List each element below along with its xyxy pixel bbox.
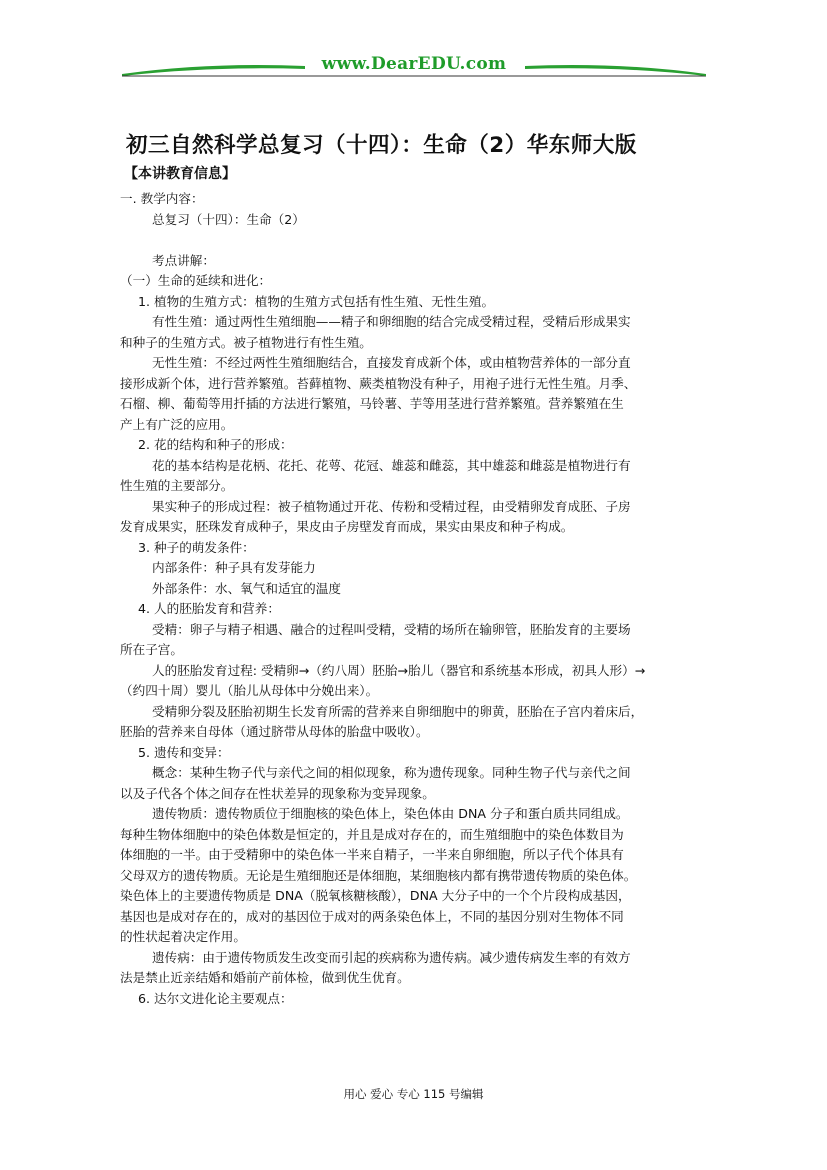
page-footer: 用心 爱心 专心 115 号编辑 [343, 1087, 484, 1101]
body-line: 基因也是成对存在的，成对的基因位于成对的两条染色体上，不同的基因分别对生物体不同 [120, 908, 624, 924]
body-line: 体细胞的一半。由于受精卵中的染色体一半来自精子，一半来自卵细胞，所以子代个体具有 [120, 847, 624, 862]
blank-line [120, 230, 716, 251]
body-line: 2. 花的结构和种子的形成： [138, 437, 293, 452]
body-line: 花的基本结构是花柄、花托、花萼、花冠、雄蕊和雌蕊，其中雄蕊和雌蕊是植物进行有 [152, 457, 631, 473]
body-line: 5. 遗传和变异： [138, 744, 230, 760]
body-line: 概念：某种生物子代与亲代之间的相似现象，称为遗传现象。同种生物子代与亲代之间 [152, 765, 631, 780]
body-line: 染色体上的主要遗传物质是 DNA（脱氧核糖核酸），DNA 大分子中的一个个片段构成基因， [120, 888, 631, 903]
body-line: 受精卵分裂及胚胎初期生长发育所需的营养来自卵细胞中的卵黄，胚胎在子宫内着床后， [152, 703, 644, 719]
body-line: 胚胎的营养来自母体（通过脐带从母体的胎盘中吸收）。 [120, 724, 429, 739]
section-heading: 【本讲教育信息】 [124, 166, 236, 182]
body-line: 受精：卵子与精子相遇、融合的过程叫受精，受精的场所在输卵管，胚胎发育的主要场 [152, 621, 631, 637]
body-line: （约四十周）婴儿（胎儿从母体中分娩出来）。 [120, 683, 379, 698]
body-line: 法是禁止近亲结婚和婚前产前体检，做到优生优育。 [120, 970, 410, 985]
body-line: 接形成新个体，进行营养繁殖。苔藓植物、蕨类植物没有种子，用袍子进行无性生殖。月季、 [120, 375, 637, 391]
body-line: 父母双方的遗传物质。无论是生殖细胞还是体细胞，某细胞核内都有携带遗传物质的染色体。 [120, 867, 637, 883]
body-line: 和种子的生殖方式。被子植物进行有性生殖。 [120, 334, 372, 350]
site-header [120, 52, 708, 88]
body-line: 一. 教学内容： [120, 191, 204, 206]
body-line: 石榴、柳、葡萄等用扦插的方法进行繁殖，马铃薯、芋等用茎进行营养繁殖。营养繁殖在生 [120, 396, 624, 411]
body-line: 考点讲解： [152, 252, 215, 268]
body-line: 每种生物体细胞中的染色体数是恒定的，并且是成对存在的，而生殖细胞中的染色体数目为 [120, 826, 624, 842]
body-line: 果实种子的形成过程：被子植物通过开花、传粉和受精过程，由受精卵发育成胚、子房 [152, 498, 631, 514]
body-line: 所在子宫。 [120, 642, 183, 657]
site-url: www.DearEDU.com [321, 54, 507, 74]
body-line: （一）生命的延续和进化： [120, 273, 272, 288]
body-line: 人的胚胎发育过程: 受精卵→（约八周）胚胎→胎儿（器官和系统基本形成，初具人形）→ [152, 662, 646, 678]
body-line: 以及子代各个体之间存在性状差异的现象称为变异现象。 [120, 785, 435, 801]
body-line: 3. 种子的萌发条件： [138, 539, 255, 555]
body-line: 产上有广泛的应用。 [120, 416, 234, 432]
body-line: 外部条件：水、氧气和适宜的温度 [152, 580, 341, 596]
body-line: 4. 人的胚胎发育和营养： [138, 601, 280, 616]
body-line: 发育成果实，胚珠发育成种子，果皮由子房壁发育而成，果实由果皮和种子构成。 [120, 519, 574, 534]
body-line: 内部条件：种子具有发芽能力 [152, 560, 316, 575]
body-line: 性生殖的主要部分。 [120, 478, 234, 493]
body-line: 的性状起着决定作用。 [120, 929, 246, 944]
body-line: 1. 植物的生殖方式：植物的生殖方式包括有性生殖、无性生殖。 [138, 293, 495, 309]
body-line: 有性生殖：通过两性生殖细胞——精子和卵细胞的结合完成受精过程，受精后形成果实 [152, 314, 631, 329]
body-line: 无性生殖：不经过两性生殖细胞结合，直接发育成新个体，或由植物营养体的一部分直 [152, 355, 631, 370]
body-line: 6. 达尔文进化论主要观点： [138, 990, 293, 1006]
body-line: 遗传病：由于遗传物质发生改变而引起的疾病称为遗传病。减少遗传病发生率的有效方 [152, 949, 631, 965]
document-body [120, 189, 716, 1009]
body-line: 总复习（十四）：生命（2） [152, 211, 305, 227]
page-title: 初三自然科学总复习（十四）：生命（2）华东师大版 [126, 133, 637, 158]
body-line: 遗传物质：遗传物质位于细胞核的染色体上，染色体由 DNA 分子和蛋白质共同组成。 [152, 806, 629, 821]
